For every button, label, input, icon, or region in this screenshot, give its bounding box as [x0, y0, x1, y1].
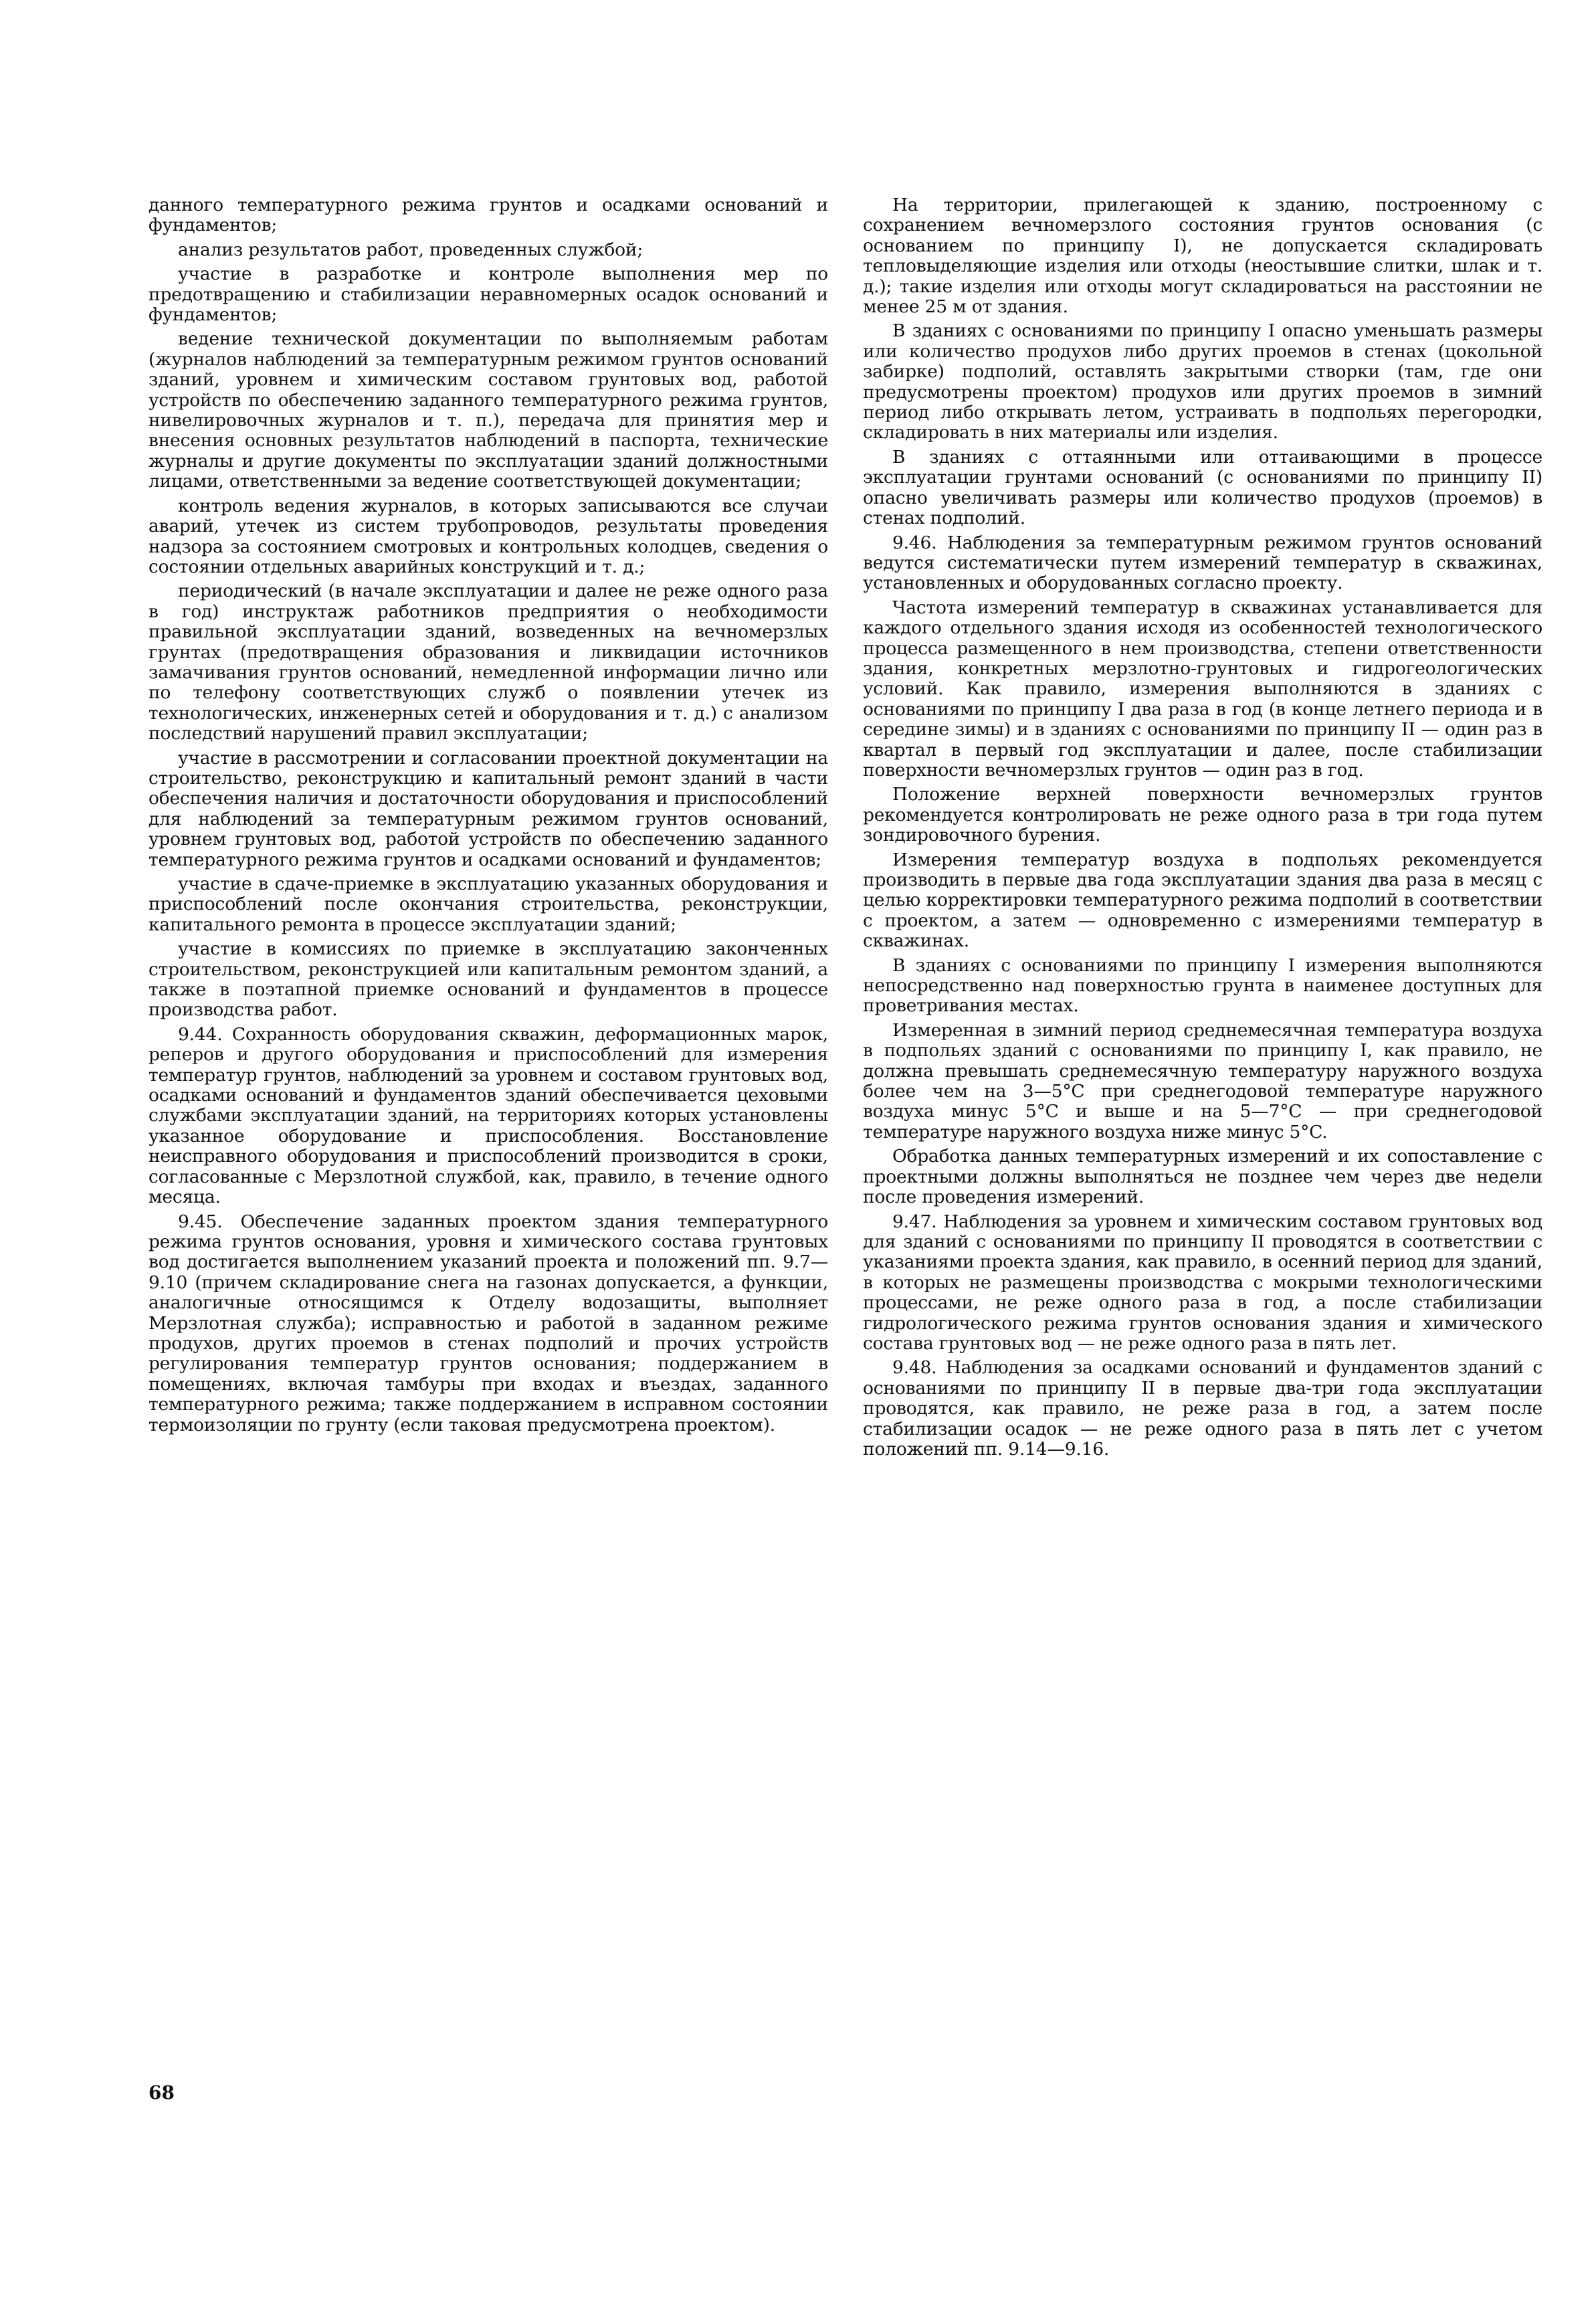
paragraph: ведение технической документации по выполняемым работам (журналов наблюдений за температурным режимом грунтов оснований зданий, уровнем и химическим составом грунтовых вод, работой устройств по обеспечению заданного температурного режима грунтов, нивелировочных журналов и т. п.), передача для принятия мер и внесения основных результатов наблюдений в паспорта, технические журналы и другие документы по эксплуатации зданий должностными лицами, ответственными за ведение соответствующей документации; [148, 328, 828, 492]
paragraph: В зданиях с оттаянными или оттаивающими в процессе эксплуатации грунтами оснований (с основаниями по принципу II) опасно увеличивать размеры или количество продухов (проемов) в стенах подполий. [863, 446, 1542, 529]
paragraph: данного температурного режима грунтов и осадками оснований и фундаментов; [148, 195, 828, 236]
section-9-46: 9.46. Наблюдения за температурным режимом грунтов оснований ведутся систематически путем измерений температур в скважинах, установленных и оборудованных согласно проекту. [863, 532, 1542, 594]
paragraph: На территории, прилегающей к зданию, построенному с сохранением вечномерзлого состояния грунтов основания (с основанием по принципу I), не допускается складировать тепловыделяющие изделия или отходы (неостывшие слитки, шлак и т. д.); такие изделия или отходы могут складироваться на расстоянии не менее 25 м от здания. [863, 195, 1542, 318]
paragraph: контроль ведения журналов, в которых записываются все случаи аварий, утечек из систем трубопроводов, результаты проведения надзора за состоянием смотровых и контрольных колодцев, сведения о состоянии отдельных аварийных конструкций и т. д.; [148, 495, 828, 577]
paragraph: Измеренная в зимний период среднемесячная температура воздуха в подпольях зданий с основаниями по принципу I, как правило, не должна превышать среднемесячную температуру наружного воздуха более чем на 3—5°C при среднегодовой температуре наружного воздуха минус 5°C и выше и на 5—7°C — при среднегодовой температуре наружного воздуха ниже минус 5°C. [863, 1019, 1542, 1142]
paragraph: участие в разработке и контроле выполнения мер по предотвращению и стабилизации неравномерных осадок оснований и фундаментов; [148, 264, 828, 326]
paragraph: Измерения температур воздуха в подпольях рекомендуется производить в первые два года эксплуатации здания два раза в месяц с целью корректировки температурного режима подполий в соответствии с проектом, а затем — одновременно с измерениями температур в скважинах. [863, 849, 1542, 952]
paragraph: участие в комиссиях по приемке в эксплуатацию законченных строительством, реконструкцией или капитальным ремонтом зданий, а также в поэтапной приемке оснований и фундаментов в процессе производства работ. [148, 938, 828, 1021]
section-9-47: 9.47. Наблюдения за уровнем и химическим составом грунтовых вод для зданий с основаниями по принципу II проводятся в соответствии с указаниями проекта здания, как правило, в осенний период для зданий, в которых не размещены производства с мокрыми технологическими процессами, не реже одного раза в год, а после стабилизации гидрологического режима грунтов основания здания и химического состава грунтовых вод — не реже одного раза в пять лет. [863, 1211, 1542, 1354]
paragraph: участие в рассмотрении и согласовании проектной документации на строительство, реконструкцию и капитальный ремонт зданий в части обеспечения наличия и достаточности оборудования и приспособлений для наблюдений за температурным режимом грунтов оснований, уровнем грунтовых вод, работой устройств по обеспечению заданного температурного режима грунтов и осадками оснований и фундаментов; [148, 747, 828, 870]
paragraph: анализ результатов работ, проведенных службой; [178, 239, 643, 260]
left-text-column [148, 195, 828, 1439]
paragraph: В зданиях с основаниями по принципу I опасно уменьшать размеры или количество продухов либо других проемов в стенах (цокольной забирке) подполий, оставлять закрытыми створки (там, где они предусмотрены проектом) продухов или других проемов в зимний период либо открывать летом, устраивать в подпольях перегородки, складировать в них материалы или изделия. [863, 320, 1542, 443]
paragraph: участие в сдаче-приемке в эксплуатацию указанных оборудования и приспособлений после окончания строительства, реконструкции, капитального ремонта в процессе эксплуатации зданий; [148, 874, 828, 935]
right-text-column [863, 195, 1542, 1464]
section-9-45: 9.45. Обеспечение заданных проектом здания температурного режима грунтов основания, уровня и химического состава грунтовых вод достигается выполнением указаний проекта и положений пп. 9.7—9.10 (причем складирование снега на газонах допускается, а функции, аналогичные относящимся к Отделу водозащиты, выполняет Мерзлотная служба); исправностью и работой в заданном режиме продухов, других проемов в стенах подполий и прочих устройств регулирования температур грунтов основания; поддержанием в помещениях, включая тамбуры при входах и въездах, заданного температурного режима; также поддержанием в исправном состоянии термоизоляции по грунту (если таковая предусмотрена проектом). [148, 1211, 828, 1435]
paragraph: Обработка данных температурных измерений и их сопоставление с проектными должны выполняться не позднее чем через две недели после проведения измерений. [863, 1146, 1542, 1208]
paragraph: периодический (в начале эксплуатации и далее не реже одного раза в год) инструктаж работников предприятия о необходимости правильной эксплуатации зданий, возведенных на вечномерзлых грунтах (предотвращения образования и ликвидации источников замачивания грунтов оснований, немедленной информации лично или по телефону соответствующих служб о появлении утечек из технологических, инженерных сетей и оборудования и т. д.) с анализом последствий нарушений правил эксплуатации; [148, 581, 828, 744]
section-9-48: 9.48. Наблюдения за осадками оснований и фундаментов зданий с основаниями по принципу II в первые два-три года эксплуатации проводятся, как правило, не реже раза в год, а затем после стабилизации осадок — не реже одного раза в пять лет с учетом положений пп. 9.14—9.16. [863, 1357, 1542, 1460]
section-9-44: 9.44. Сохранность оборудования скважин, деформационных марок, реперов и другого оборудования и приспособлений для измерения температур грунтов, наблюдений за уровнем и составом грунтовых вод, осадками оснований и фундаментов зданий обеспечивается цеховыми службами эксплуатации зданий, на территориях которых установлены указанное оборудование и приспособления. Восстановление неисправного оборудования и приспособлений производится в сроки, согласованные с Мерзлотной службой, как, правило, в течение одного месяца. [148, 1023, 828, 1208]
paragraph: В зданиях с основаниями по принципу I измерения выполняются непосредственно над поверхностью грунта в наименее доступных для проветривания местах. [863, 954, 1542, 1017]
page-number: 68 [148, 2082, 175, 2104]
paragraph: Положение верхней поверхности вечномерзлых грунтов рекомендуется контролировать не реже одного раза в три года путем зондировочного бурения. [863, 784, 1542, 846]
paragraph: Частота измерений температур в скважинах устанавливается для каждого отдельного здания исходя из особенностей технологического процесса размещенного в нем производства, степени ответственности здания, конкретных мерзлотно-грунтовых и гидрогеологических условий. Как правило, измерения выполняются в зданиях с основаниями по принципу I два раза в год (в конце летнего периода и в середине зимы) и в зданиях с основаниями по принципу II — один раз в квартал в первый год эксплуатации и далее, после стабилизации поверхности вечномерзлых грунтов — один раз в год. [863, 597, 1542, 781]
